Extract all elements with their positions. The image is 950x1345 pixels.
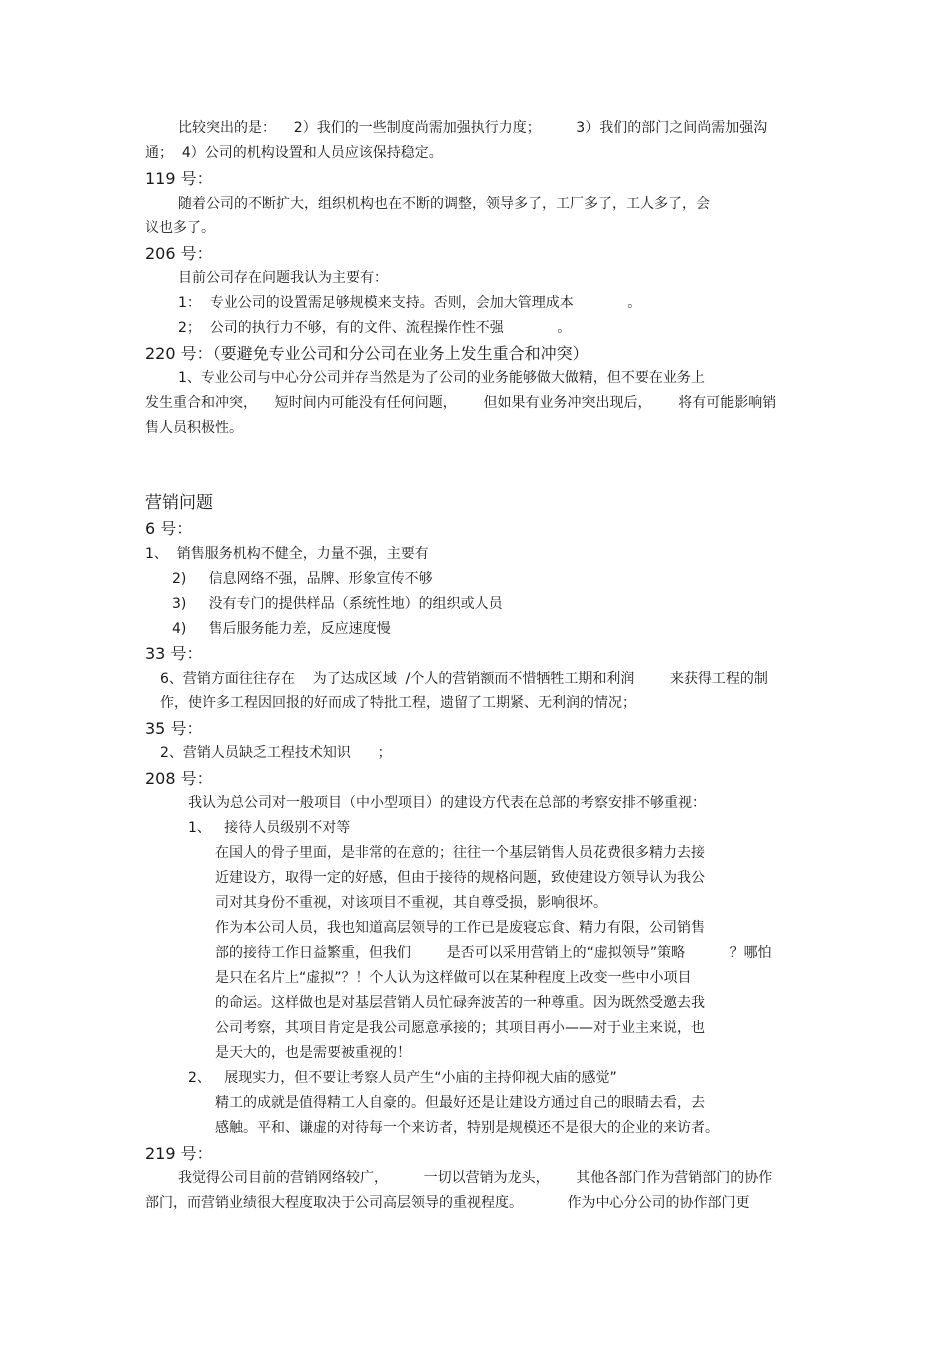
- list-item: 1： 专业公司的设置需足够规模来支持。否则，会加大管理成本 。: [178, 295, 642, 311]
- list-item: 1、 销售服务机构不健全，力量不强，主要有: [145, 546, 429, 562]
- list-item: 3) 没有专门的提供样品（系统性地）的组织或人员: [172, 596, 503, 612]
- paragraph-line: 售人员积极性。: [145, 420, 243, 436]
- respondent-heading: 208 号：: [145, 769, 213, 788]
- respondent-heading: 6 号：: [145, 519, 193, 538]
- paragraph-line: 司对其身份不重视，对该项目不重视，其自尊受损，影响很坏。: [215, 895, 607, 911]
- paragraph-line: 目前公司存在问题我认为主要有：: [178, 270, 388, 286]
- paragraph-line: 1、专业公司与中心分公司并存当然是为了公司的业务能够做大做精，但不要在业务上: [178, 370, 705, 386]
- list-item: 4) 售后服务能力差，反应速度慢: [172, 621, 391, 637]
- paragraph-line: 我认为总公司对一般项目（中小型项目）的建设方代表在总部的考察安排不够重视：: [188, 795, 706, 811]
- list-item: 2) 信息网络不强，品牌、形象宣传不够: [172, 571, 433, 587]
- paragraph-line: 6、营销方面往往存在 为了达成区域 /个人的营销额而不惜牺牲工期和利润 来获得工程的制: [160, 671, 768, 687]
- respondent-heading: 220 号：（要避免专业公司和分公司在业务上发生重合和冲突）: [145, 344, 589, 363]
- paragraph-line: 精工的成就是值得精工人自豪的。但最好还是让建设方通过自己的眼睛去看，去: [215, 1095, 705, 1111]
- paragraph-line: 部的接待工作日益繁重，但我们 是否可以采用营销上的“虚拟领导”策略 ？哪怕: [215, 945, 772, 961]
- list-item: 2； 公司的执行力不够，有的文件、流程操作性不强 。: [178, 320, 572, 336]
- list-item: 1、 接待人员级别不对等: [188, 820, 351, 836]
- paragraph-line: 部门，而营销业绩很大程度取决于公司高层领导的重视程度。 作为中心分公司的协作部门更: [145, 1195, 750, 1211]
- respondent-heading: 219 号：: [145, 1144, 213, 1163]
- paragraph-line: 比较突出的是： 2）我们的一些制度尚需加强执行力度； 3）我们的部门之间尚需加强沟: [178, 120, 768, 136]
- paragraph-line: 感触。平和、谦虚的对待每一个来访者，特别是规模还不是很大的企业的来访者。: [215, 1120, 719, 1136]
- paragraph-line: 公司考察，其项目肯定是我公司愿意承接的；其项目再小——对于业主来说，也: [215, 1020, 705, 1036]
- paragraph-line: 近建设方，取得一定的好感，但由于接待的规格问题，致使建设方领导认为我公: [215, 870, 705, 886]
- paragraph-line: 2、营销人员缺乏工程技术知识 ；: [160, 745, 392, 761]
- respondent-heading: 206 号：: [145, 244, 213, 263]
- respondent-heading: 33 号：: [145, 644, 203, 663]
- paragraph-line: 通； 4）公司的机构设置和人员应该保持稳定。: [145, 145, 443, 161]
- paragraph-line: 作，使许多工程因回报的好而成了特批工程，遗留了工期紧、无利润的情况；: [160, 695, 636, 711]
- respondent-heading: 35 号：: [145, 719, 203, 738]
- paragraph-line: 我觉得公司目前的营销网络较广， 一切以营销为龙头， 其他各部门作为营销部门的协作: [178, 1170, 773, 1186]
- paragraph-line: 在国人的骨子里面，是非常的在意的；往往一个基层销售人员花费很多精力去接: [215, 845, 705, 861]
- respondent-heading: 119 号：: [145, 169, 213, 188]
- paragraph-line: 是只在名片上“虚拟”？！个人认为这样做可以在某种程度上改变一些中小项目: [215, 970, 692, 986]
- paragraph-line: 作为本公司人员，我也知道高层领导的工作已是废寝忘食、精力有限，公司销售: [215, 920, 705, 936]
- paragraph-line: 发生重合和冲突， 短时间内可能没有任何问题， 但如果有业务冲突出现后， 将有可能影响销: [145, 395, 777, 411]
- paragraph-line: 议也多了。: [145, 220, 215, 236]
- paragraph-line: 随着公司的不断扩大，组织机构也在不断的调整，领导多了，工厂多了，工人多了，会: [178, 196, 710, 212]
- paragraph-line: 是天大的，也是需要被重视的！: [215, 1045, 411, 1061]
- list-item: 2、 展现实力，但不要让考察人员产生“小庙的主持仰视大庙的感觉”: [188, 1070, 617, 1086]
- paragraph-line: 的命运。这样做也是对基层营销人员忙碌奔波苦的一种尊重。因为既然受邀去我: [215, 995, 705, 1011]
- section-title: 营销问题: [145, 493, 213, 513]
